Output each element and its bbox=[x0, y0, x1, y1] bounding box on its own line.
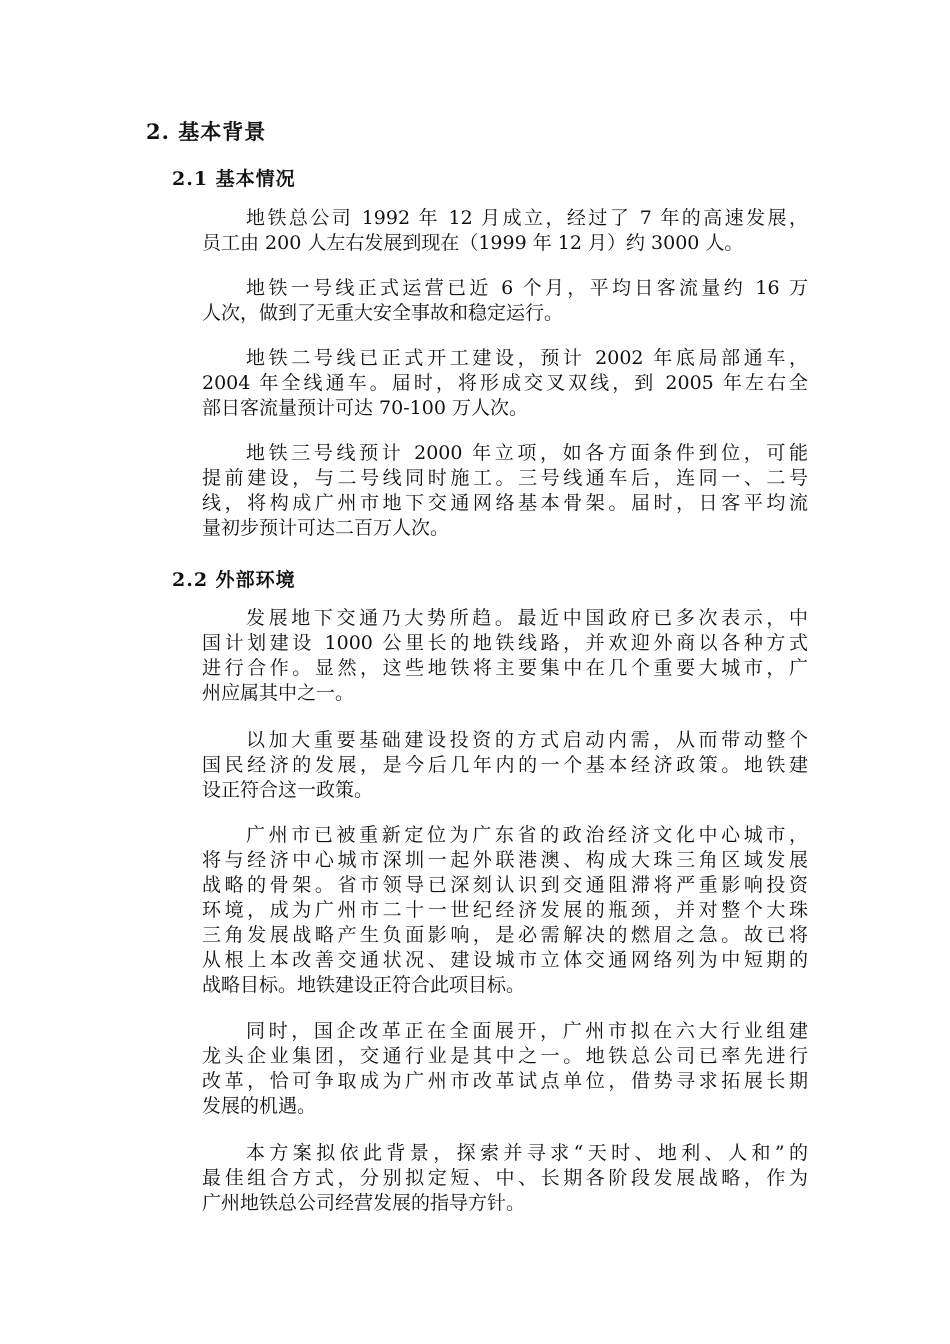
paragraph-line: 广州地铁总公司经营发展的指导方针。 bbox=[202, 1192, 526, 1214]
paragraph-line: 以加大重要基础建设投资的方式启动内需，从而带动整个 bbox=[246, 729, 808, 751]
subsection-heading-2-2: 2.2 外部环境 bbox=[172, 569, 296, 591]
paragraph-line: 量初步预计可达二百万人次。 bbox=[202, 517, 450, 539]
paragraph-line: 人次，做到了无重大安全事故和稳定运行。 bbox=[202, 302, 564, 324]
paragraph-2-2-3 bbox=[202, 823, 808, 998]
paragraph-line: 改革，恰可争取成为广州市改革试点单位，借势寻求拓展长期 bbox=[202, 1070, 808, 1092]
paragraph-line: 从根上本改善交通状况、建设城市立体交通网络列为中短期的 bbox=[202, 949, 808, 971]
paragraph-line: 发展地下交通乃大势所趋。最近中国政府已多次表示，中 bbox=[246, 607, 808, 629]
paragraph-2-1-3 bbox=[202, 346, 808, 421]
paragraph-2-2-1 bbox=[202, 606, 808, 706]
paragraph-line: 龙头企业集团，交通行业是其中之一。地铁总公司已率先进行 bbox=[202, 1045, 808, 1067]
paragraph-line: 发展的机遇。 bbox=[202, 1095, 317, 1117]
paragraph-2-2-2 bbox=[202, 728, 808, 803]
paragraph-line: 环境，成为广州市二十一世纪经济发展的瓶颈，并对整个大珠 bbox=[202, 899, 808, 921]
paragraph-line: 最佳组合方式，分别拟定短、中、长期各阶段发展战略，作为 bbox=[202, 1167, 808, 1189]
paragraph-line: 广州市已被重新定位为广东省的政治经济文化中心城市， bbox=[246, 824, 808, 846]
paragraph-line: 设正符合这一政策。 bbox=[202, 779, 374, 801]
paragraph-line: 员工由 200 人左右发展到现在（1999 年 12 月）约 3000 人。 bbox=[202, 232, 744, 254]
paragraph-line: 本方案拟依此背景，探索并寻求“天时、地利、人和”的 bbox=[246, 1142, 808, 1164]
paragraph-line: 地铁三号线预计 2000 年立项，如各方面条件到位，可能 bbox=[246, 442, 808, 464]
paragraph-line: 线，将构成广州市地下交通网络基本骨架。届时，日客平均流 bbox=[202, 492, 808, 514]
paragraph-line: 战略目标。地铁建设正符合此项目标。 bbox=[202, 974, 526, 996]
section-heading: 2. 基本背景 bbox=[146, 119, 267, 144]
paragraph-2-2-4 bbox=[202, 1019, 808, 1119]
paragraph-line: 进行合作。显然，这些地铁将主要集中在几个重要大城市，广 bbox=[202, 657, 808, 679]
subsection-heading-2-1: 2.1 基本情况 bbox=[172, 168, 296, 190]
paragraph-line: 同时，国企改革正在全面展开，广州市拟在六大行业组建 bbox=[246, 1020, 808, 1042]
paragraph-line: 国民经济的发展，是今后几年内的一个基本经济政策。地铁建 bbox=[202, 754, 808, 776]
paragraph-line: 战略的骨架。省市领导已深刻认识到交通阻滞将严重影响投资 bbox=[202, 874, 808, 896]
paragraph-2-2-5 bbox=[202, 1141, 808, 1216]
paragraph-line: 州应属其中之一。 bbox=[202, 682, 355, 704]
paragraph-line: 国计划建设 1000 公里长的地铁线路，并欢迎外商以各种方式 bbox=[202, 632, 808, 654]
paragraph-line: 部日客流量预计可达 70-100 万人次。 bbox=[202, 397, 528, 419]
paragraph-line: 三角发展战略产生负面影响，是必需解决的燃眉之急。故已将 bbox=[202, 924, 808, 946]
paragraph-line: 地铁一号线正式运营已近 6 个月，平均日客流量约 16 万 bbox=[246, 277, 808, 299]
paragraph-line: 将与经济中心城市深圳一起外联港澳、构成大珠三角区域发展 bbox=[202, 849, 808, 871]
paragraph-line: 2004 年全线通车。届时，将形成交叉双线，到 2005 年左右全 bbox=[202, 372, 808, 394]
paragraph-line: 地铁总公司 1992 年 12 月成立，经过了 7 年的高速发展， bbox=[246, 207, 808, 229]
paragraph-line: 提前建设，与二号线同时施工。三号线通车后，连同一、二号 bbox=[202, 467, 808, 489]
paragraph-2-1-4 bbox=[202, 441, 808, 541]
paragraph-line: 地铁二号线已正式开工建设，预计 2002 年底局部通车， bbox=[246, 347, 808, 369]
paragraph-2-1-1 bbox=[202, 206, 808, 256]
paragraph-2-1-2 bbox=[202, 276, 808, 326]
